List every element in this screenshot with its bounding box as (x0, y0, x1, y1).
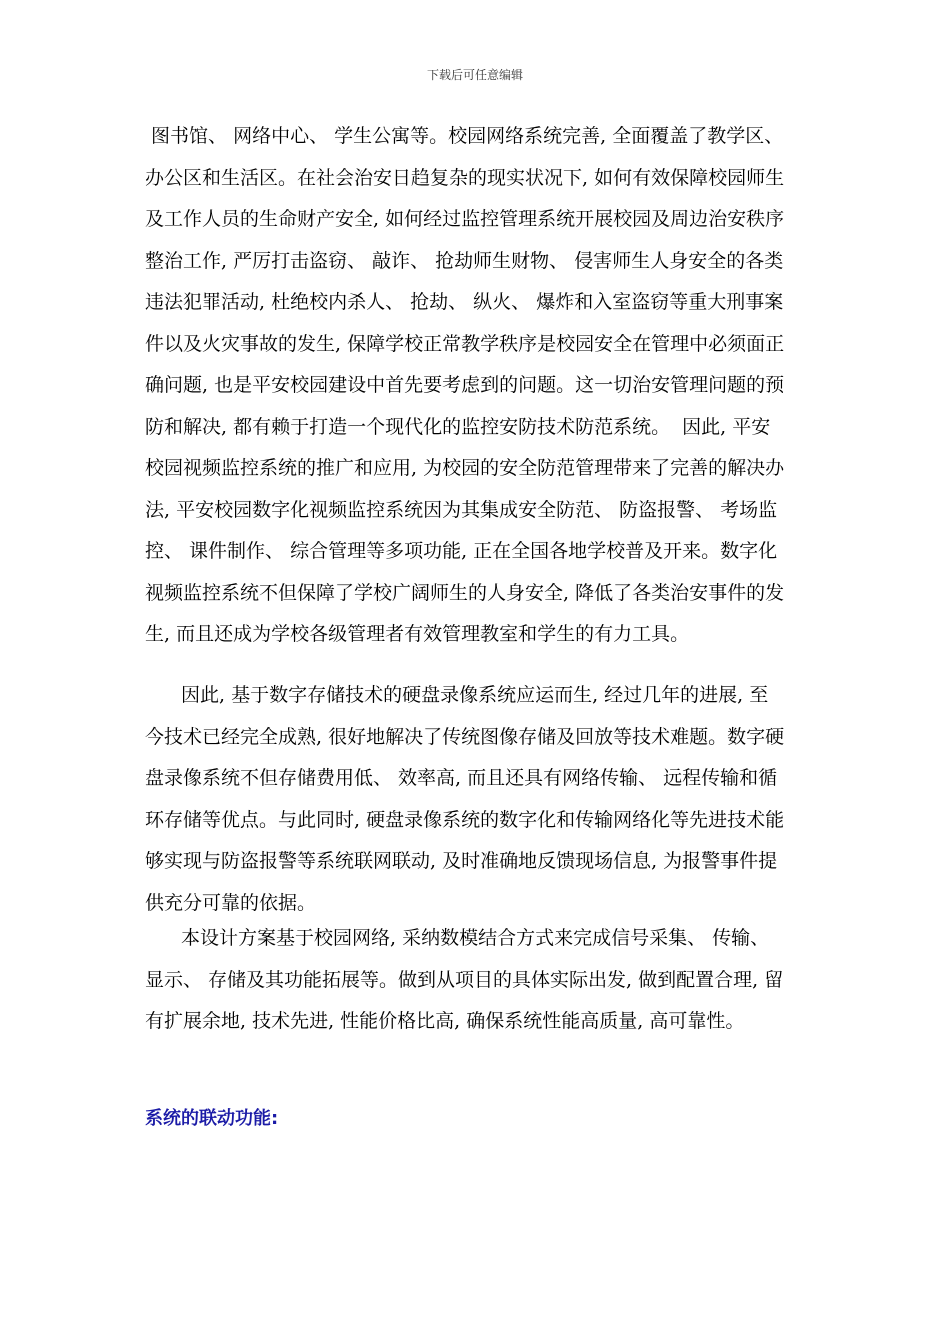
text-line: 生, 而且还成为学校各级管理者有效管理教室和学生的有力工具。 (145, 623, 690, 645)
text-line: 办公区和生活区。在社会治安日趋复杂的现实状况下, 如何有效保障校园师生 (145, 167, 785, 189)
text-line: 供充分可靠的依据。 (145, 892, 317, 914)
text-line: 够实现与防盗报警等系统联网联动, 及时准确地反馈现场信息, 为报警事件提 (145, 850, 778, 872)
text-line: 因此, 基于数字存储技术的硬盘录像系统应运而生, 经过几年的进展, 至 (181, 684, 769, 706)
text-line: 整治工作, 严厉打击盗窃、 敲诈、 抢劫师生财物、 侵害师生人身安全的各类 (145, 250, 784, 272)
text-line: 图书馆、 网络中心、 学生公寓等。校园网络系统完善, 全面覆盖了教学区、 (145, 125, 784, 147)
section-heading: 系统的联动功能: (145, 1108, 279, 1129)
text-line: 显示、 存储及其功能拓展等。做到从项目的具体实际出发, 做到配置合理, 留 (145, 969, 784, 991)
text-line: 件以及火灾事故的发生, 保障学校正常教学秩序是校园安全在管理中必须面正 (145, 333, 785, 355)
text-line: 及工作人员的生命财产安全, 如何经过监控管理系统开展校园及周边治安秩序 (145, 208, 785, 230)
text-line: 法, 平安校园数字化视频监控系统因为其集成安全防范、 防盗报警、 考场监 (145, 499, 778, 521)
text-line: 确问题, 也是平安校园建设中首先要考虑到的问题。这一切治安管理问题的预 (145, 374, 785, 396)
text-line: 有扩展余地, 技术先进, 性能价格比高, 确保系统性能高质量, 高可靠性。 (145, 1010, 745, 1032)
text-line: 校园视频监控系统的推广和应用, 为校园的安全防范管理带来了完善的解决办 (145, 457, 785, 479)
text-line: 防和解决, 都有赖于打造一个现代化的监控安防技术防范系统。 因此, 平安 (145, 416, 771, 438)
text-line: 控、 课件制作、 综合管理等多项功能, 正在全国各地学校普及开来。数字化 (145, 540, 778, 562)
page-header: 下载后可任意编辑 (426, 68, 523, 82)
text-line: 盘录像系统不但存储费用低、 效率高, 而且还具有网络传输、 远程传输和循 (145, 767, 778, 789)
text-line: 环存储等优点。与此同时, 硬盘录像系统的数字化和传输网络化等先进技术能 (145, 809, 785, 831)
text-line: 视频监控系统不但保障了学校广阔师生的人身安全, 降低了各类治安事件的发 (145, 582, 785, 604)
text-line: 今技术已经完全成熟, 很好地解决了传统图像存储及回放等技术难题。数字硬 (145, 726, 785, 748)
text-line: 违法犯罪活动, 杜绝校内杀人、 抢劫、 纵火、 爆炸和入室盗窃等重大刑事案 (145, 291, 784, 313)
text-line: 本设计方案基于校园网络, 采纳数模结合方式来完成信号采集、 传输、 (181, 927, 770, 949)
